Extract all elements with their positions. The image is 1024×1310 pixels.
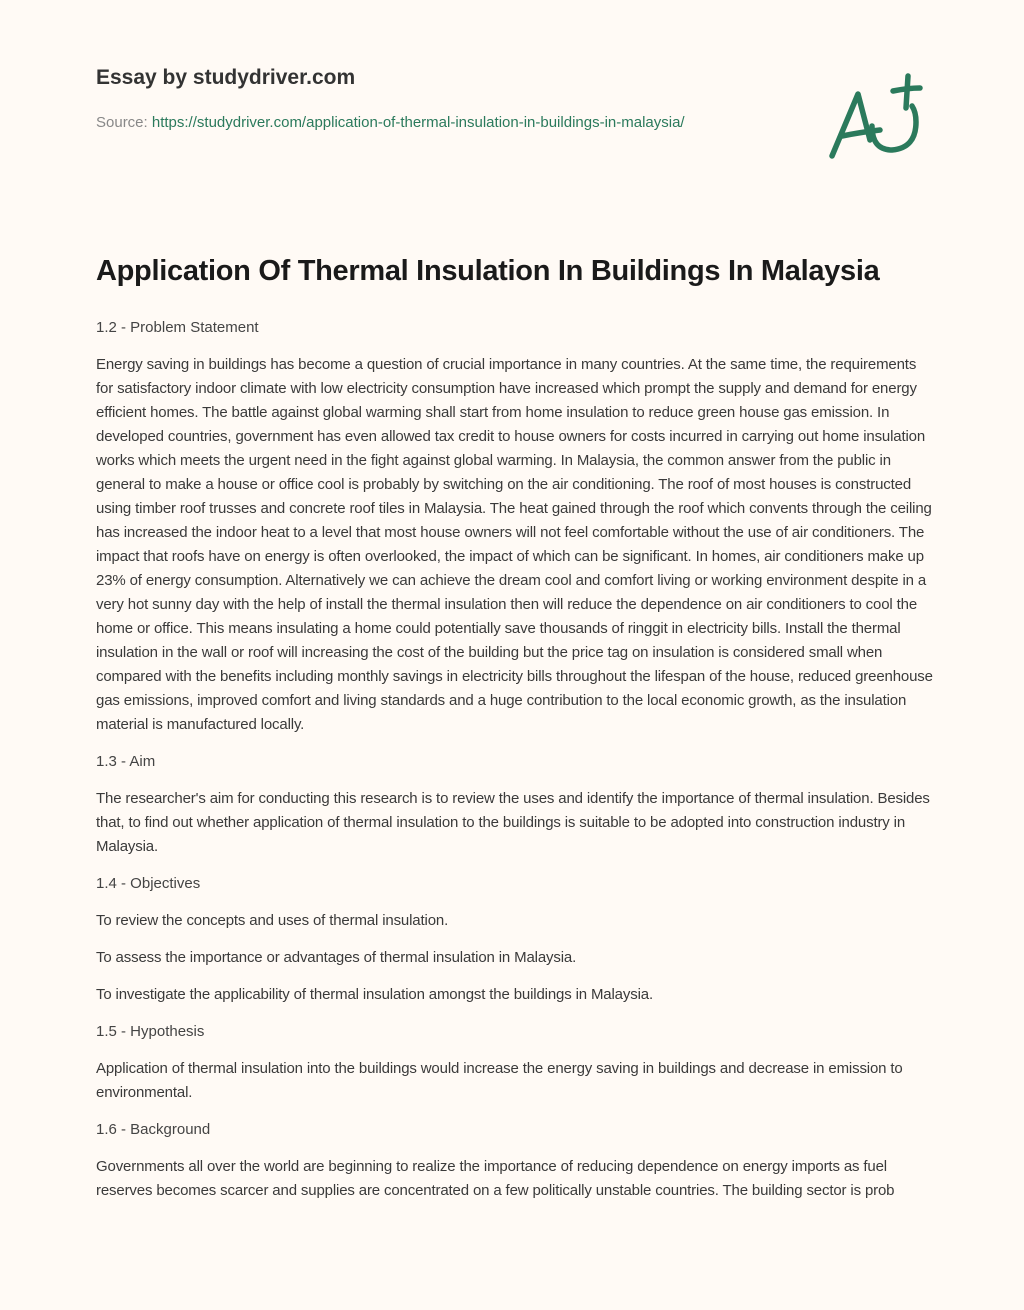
source-label: Source:	[96, 114, 152, 131]
paragraph-hypothesis: Application of thermal insulation into the buildings would increase the energy saving in buildings and decrease in emission to environmental.	[96, 1060, 903, 1101]
source-line	[96, 111, 736, 135]
section-heading-background: 1.6 - Background	[96, 1121, 211, 1138]
a-plus-grade-icon	[820, 66, 930, 166]
section-heading-hypothesis: 1.5 - Hypothesis	[96, 1023, 205, 1040]
page-header	[96, 64, 736, 135]
objective-item: To investigate the applicability of thermal insulation amongst the buildings in Malaysia.	[96, 986, 653, 1003]
document-title: Application Of Thermal Insulation In Buildings In Malaysia	[96, 255, 880, 287]
section-heading-objectives: 1.4 - Objectives	[96, 875, 201, 892]
objective-item: To assess the importance or advantages of thermal insulation in Malaysia.	[96, 949, 577, 966]
section-heading-problem-statement: 1.2 - Problem Statement	[96, 319, 259, 336]
paragraph-aim: The researcher's aim for conducting this research is to review the uses and identify the importance of thermal insulation. Besides that, to find out whether application of thermal insulation to the buildings is suitable to be adopted into construction industry in Malaysia.	[96, 790, 930, 855]
source-link[interactable]: https://studydriver.com/application-of-thermal-insulation-in-buildings-in-malaysia/	[151, 114, 685, 131]
section-heading-aim: 1.3 - Aim	[96, 753, 156, 770]
document-body	[96, 316, 934, 1216]
paragraph-problem-statement: Energy saving in buildings has become a question of crucial importance in many countries. At the same time, the requirements for satisfactory indoor climate with low electricity consumption have increased which prompt the supply and demand for energy efficient homes. The battle against global warming shall start from home insulation to reduce green house gas emission. In developed countries, government has even allowed tax credit to house owners for costs incurred in carrying out home insulation works which meets the urgent need in the fight against global warming. In Malaysia, the common answer from the public in general to make a house or office cool is probably by switching on the air conditioning. The roof of most houses is constructed using timber roof trusses and concrete roof tiles in Malaysia. The heat gained through the roof which convents through the ceiling has increased the indoor heat to a level that most house owners will not feel comfortable without the use of air conditioners. The impact that roofs have on energy is often overlooked, the impact of which can be significant. In homes, air conditioners make up 23% of energy consumption. Alternatively we can achieve the dream cool and comfort living or working environment despite in a very hot sunny day with the help of install the thermal insulation then will reduce the dependence on air conditioners to cool the home or office. This means insulating a home could potentially save thousands of ringgit in electricity bills. Install the thermal insulation in the wall or roof will increasing the cost of the building but the price tag on insulation is considered small when compared with the benefits including monthly savings in electricity bills throughout the lifespan of the house, reduced greenhouse gas emissions, improved comfort and living standards and a huge contribution to the local economic growth, as the insulation material is manufactured locally.	[96, 356, 933, 733]
paragraph-background: Governments all over the world are beginning to realize the importance of reducing dependence on energy imports as fuel reserves becomes scarcer and supplies are concentrated on a few politically unstable countries. The building sector is prob	[96, 1158, 895, 1199]
objective-item: To review the concepts and uses of thermal insulation.	[96, 912, 449, 929]
site-title: Essay by studydriver.com	[96, 66, 356, 89]
